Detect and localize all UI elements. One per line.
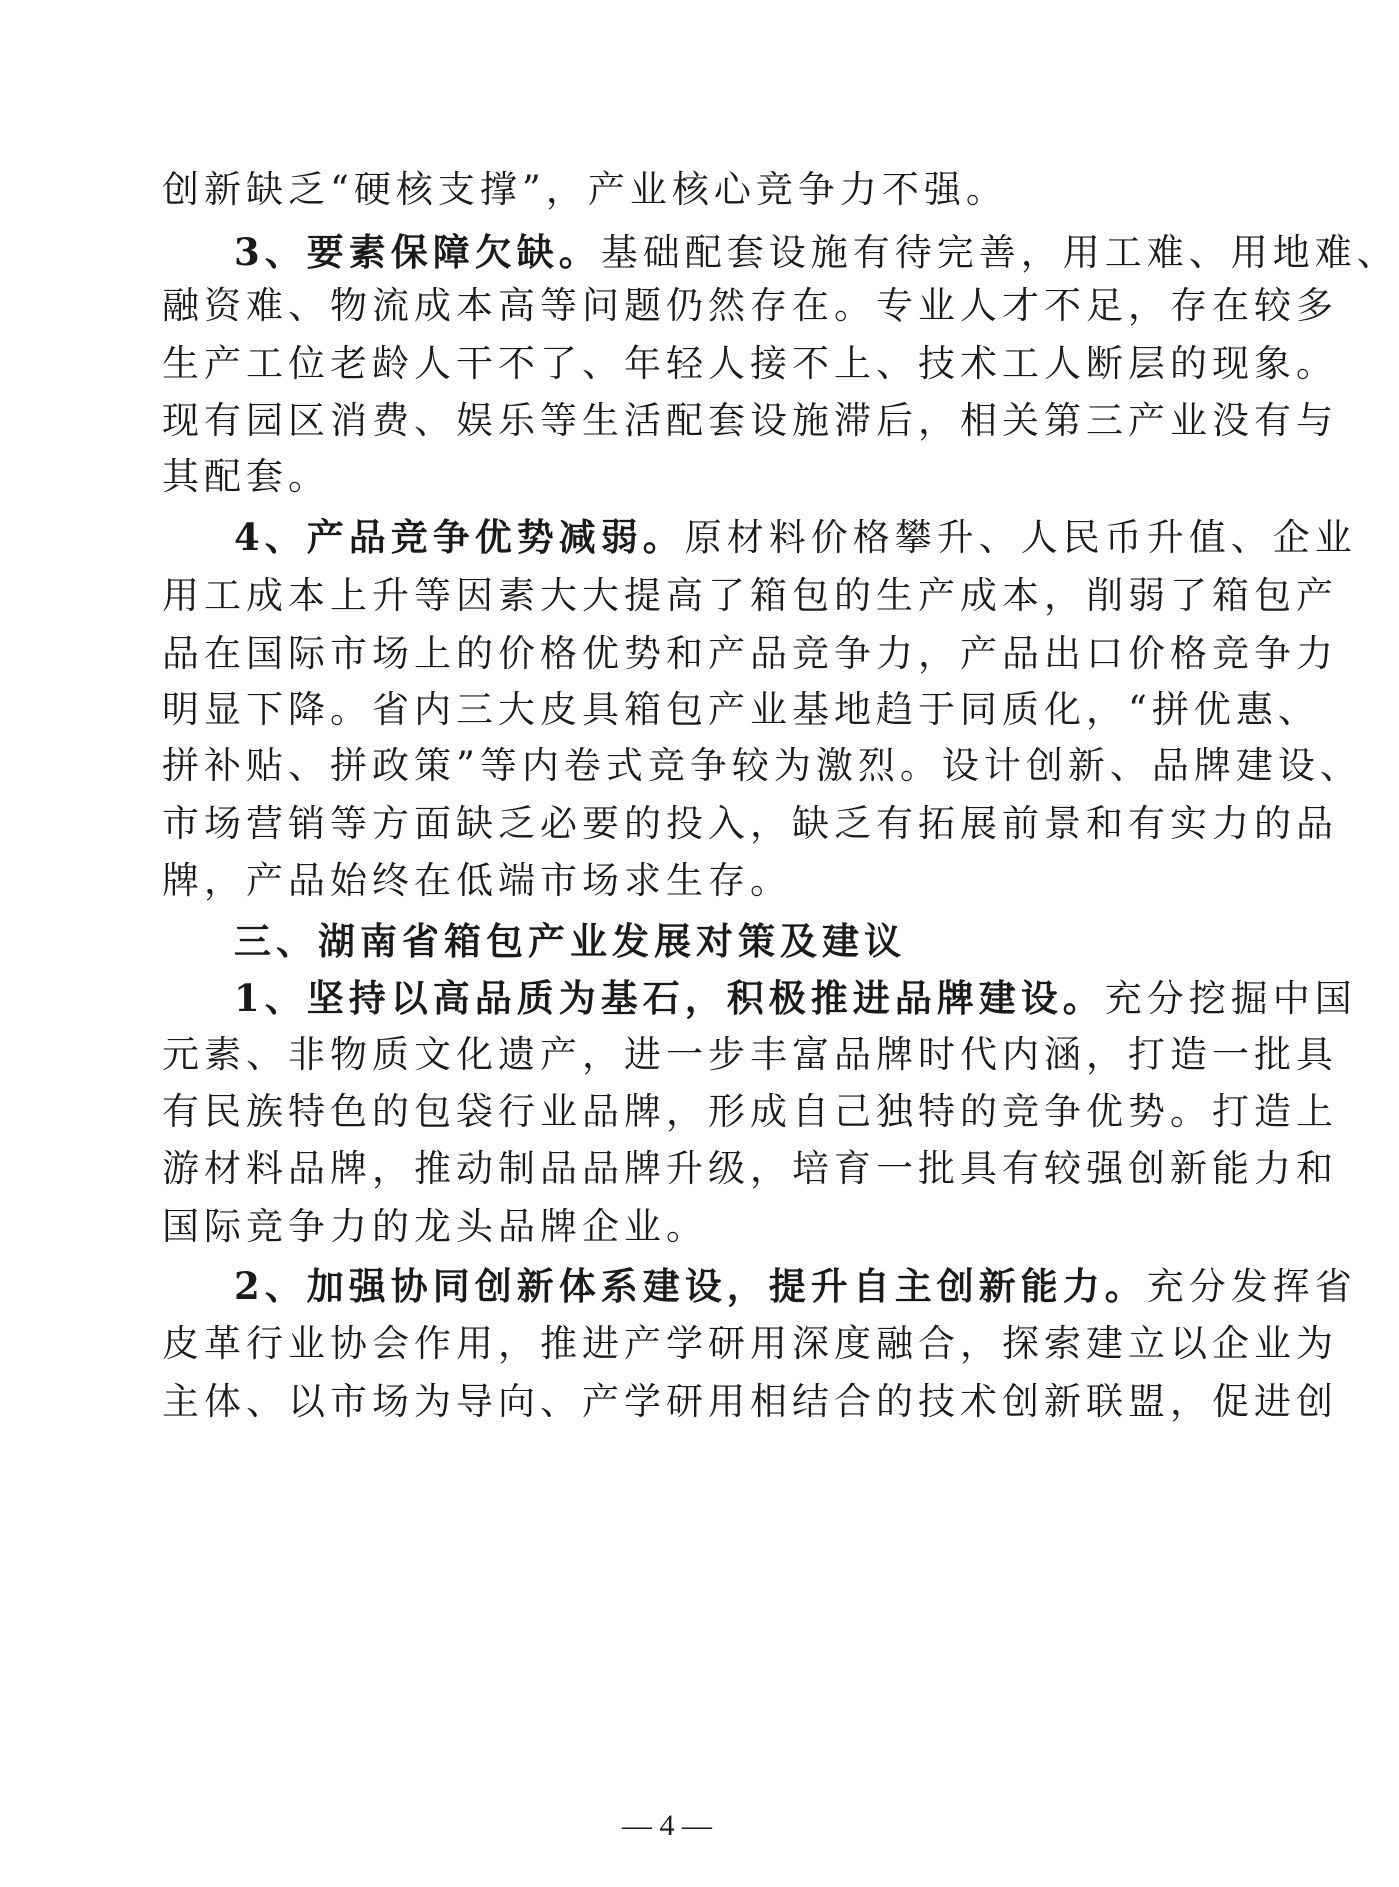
paragraph-line: 市场营销等方面缺乏必要的投入，缺乏有拓展前景和有实力的品 — [162, 802, 1338, 845]
paragraph-line: 国际竞争力的龙头品牌企业。 — [162, 1205, 708, 1248]
subheading: 2、加强协同创新体系建设，提升自主创新能力。 — [234, 1264, 1147, 1308]
paragraph-line — [234, 1256, 1357, 1316]
section-heading: 三、湖南省箱包产业发展对策及建议 — [234, 920, 906, 963]
paragraph-line: 用工成本上升等因素大大提高了箱包的生产成本，削弱了箱包产 — [162, 574, 1338, 617]
paragraph-line: 创新缺乏“硬核支撑”，产业核心竞争力不强。 — [162, 168, 1008, 211]
paragraph-line: 明显下降。省内三大皮具箱包产业基地趋于同质化，“拼优惠、 — [162, 688, 1320, 731]
paragraph-line: 皮革行业协会作用，推进产学研用深度融合，探索建立以企业为 — [162, 1322, 1338, 1365]
paragraph-line — [234, 968, 1357, 1028]
paragraph-line: 品在国际市场上的价格优势和产品竞争力，产品出口价格竞争力 — [162, 632, 1338, 675]
paragraph-line: 牌，产品始终在低端市场求生存。 — [162, 859, 792, 902]
subheading: 4、产品竞争优势减弱。 — [234, 515, 685, 559]
paragraph-text: 充分挖掘中国 — [1104, 977, 1357, 1020]
paragraph-text: 基础配套设施有待完善，用工难、用地难、 — [600, 231, 1399, 274]
paragraph-text: 充分发挥省 — [1146, 1265, 1357, 1308]
subheading: 1、坚持以高品质为基石，积极推进品牌建设。 — [234, 976, 1105, 1020]
paragraph-line: 有民族特色的包袋行业品牌，形成自己独特的竞争优势。打造上 — [162, 1090, 1338, 1133]
paragraph-line: 融资难、物流成本高等问题仍然存在。专业人才不足，存在较多 — [162, 284, 1338, 327]
paragraph-line: 主体、以市场为导向、产学研用相结合的技术创新联盟，促进创 — [162, 1380, 1338, 1423]
paragraph-line: 生产工位老龄人干不了、年轻人接不上、技术工人断层的现象。 — [162, 342, 1338, 385]
paragraph-line: 游材料品牌，推动制品品牌升级，培育一批具有较强创新能力和 — [162, 1147, 1338, 1190]
paragraph-line: 现有园区消费、娱乐等生活配套设施滞后，相关第三产业没有与 — [162, 399, 1338, 442]
paragraph-line: 拼补贴、拼政策”等内卷式竞争较为激烈。设计创新、品牌建设、 — [162, 744, 1362, 787]
page-number: — 4 — — [622, 1809, 712, 1842]
paragraph-line — [234, 507, 1357, 567]
paragraph-text: 原材料价格攀升、人民币升值、企业 — [684, 516, 1357, 559]
subheading: 3、要素保障欠缺。 — [234, 230, 601, 274]
paragraph-line: 其配套。 — [162, 455, 330, 498]
paragraph-line — [234, 222, 1399, 282]
paragraph-line: 元素、非物质文化遗产，进一步丰富品牌时代内涵，打造一批具 — [162, 1033, 1338, 1076]
